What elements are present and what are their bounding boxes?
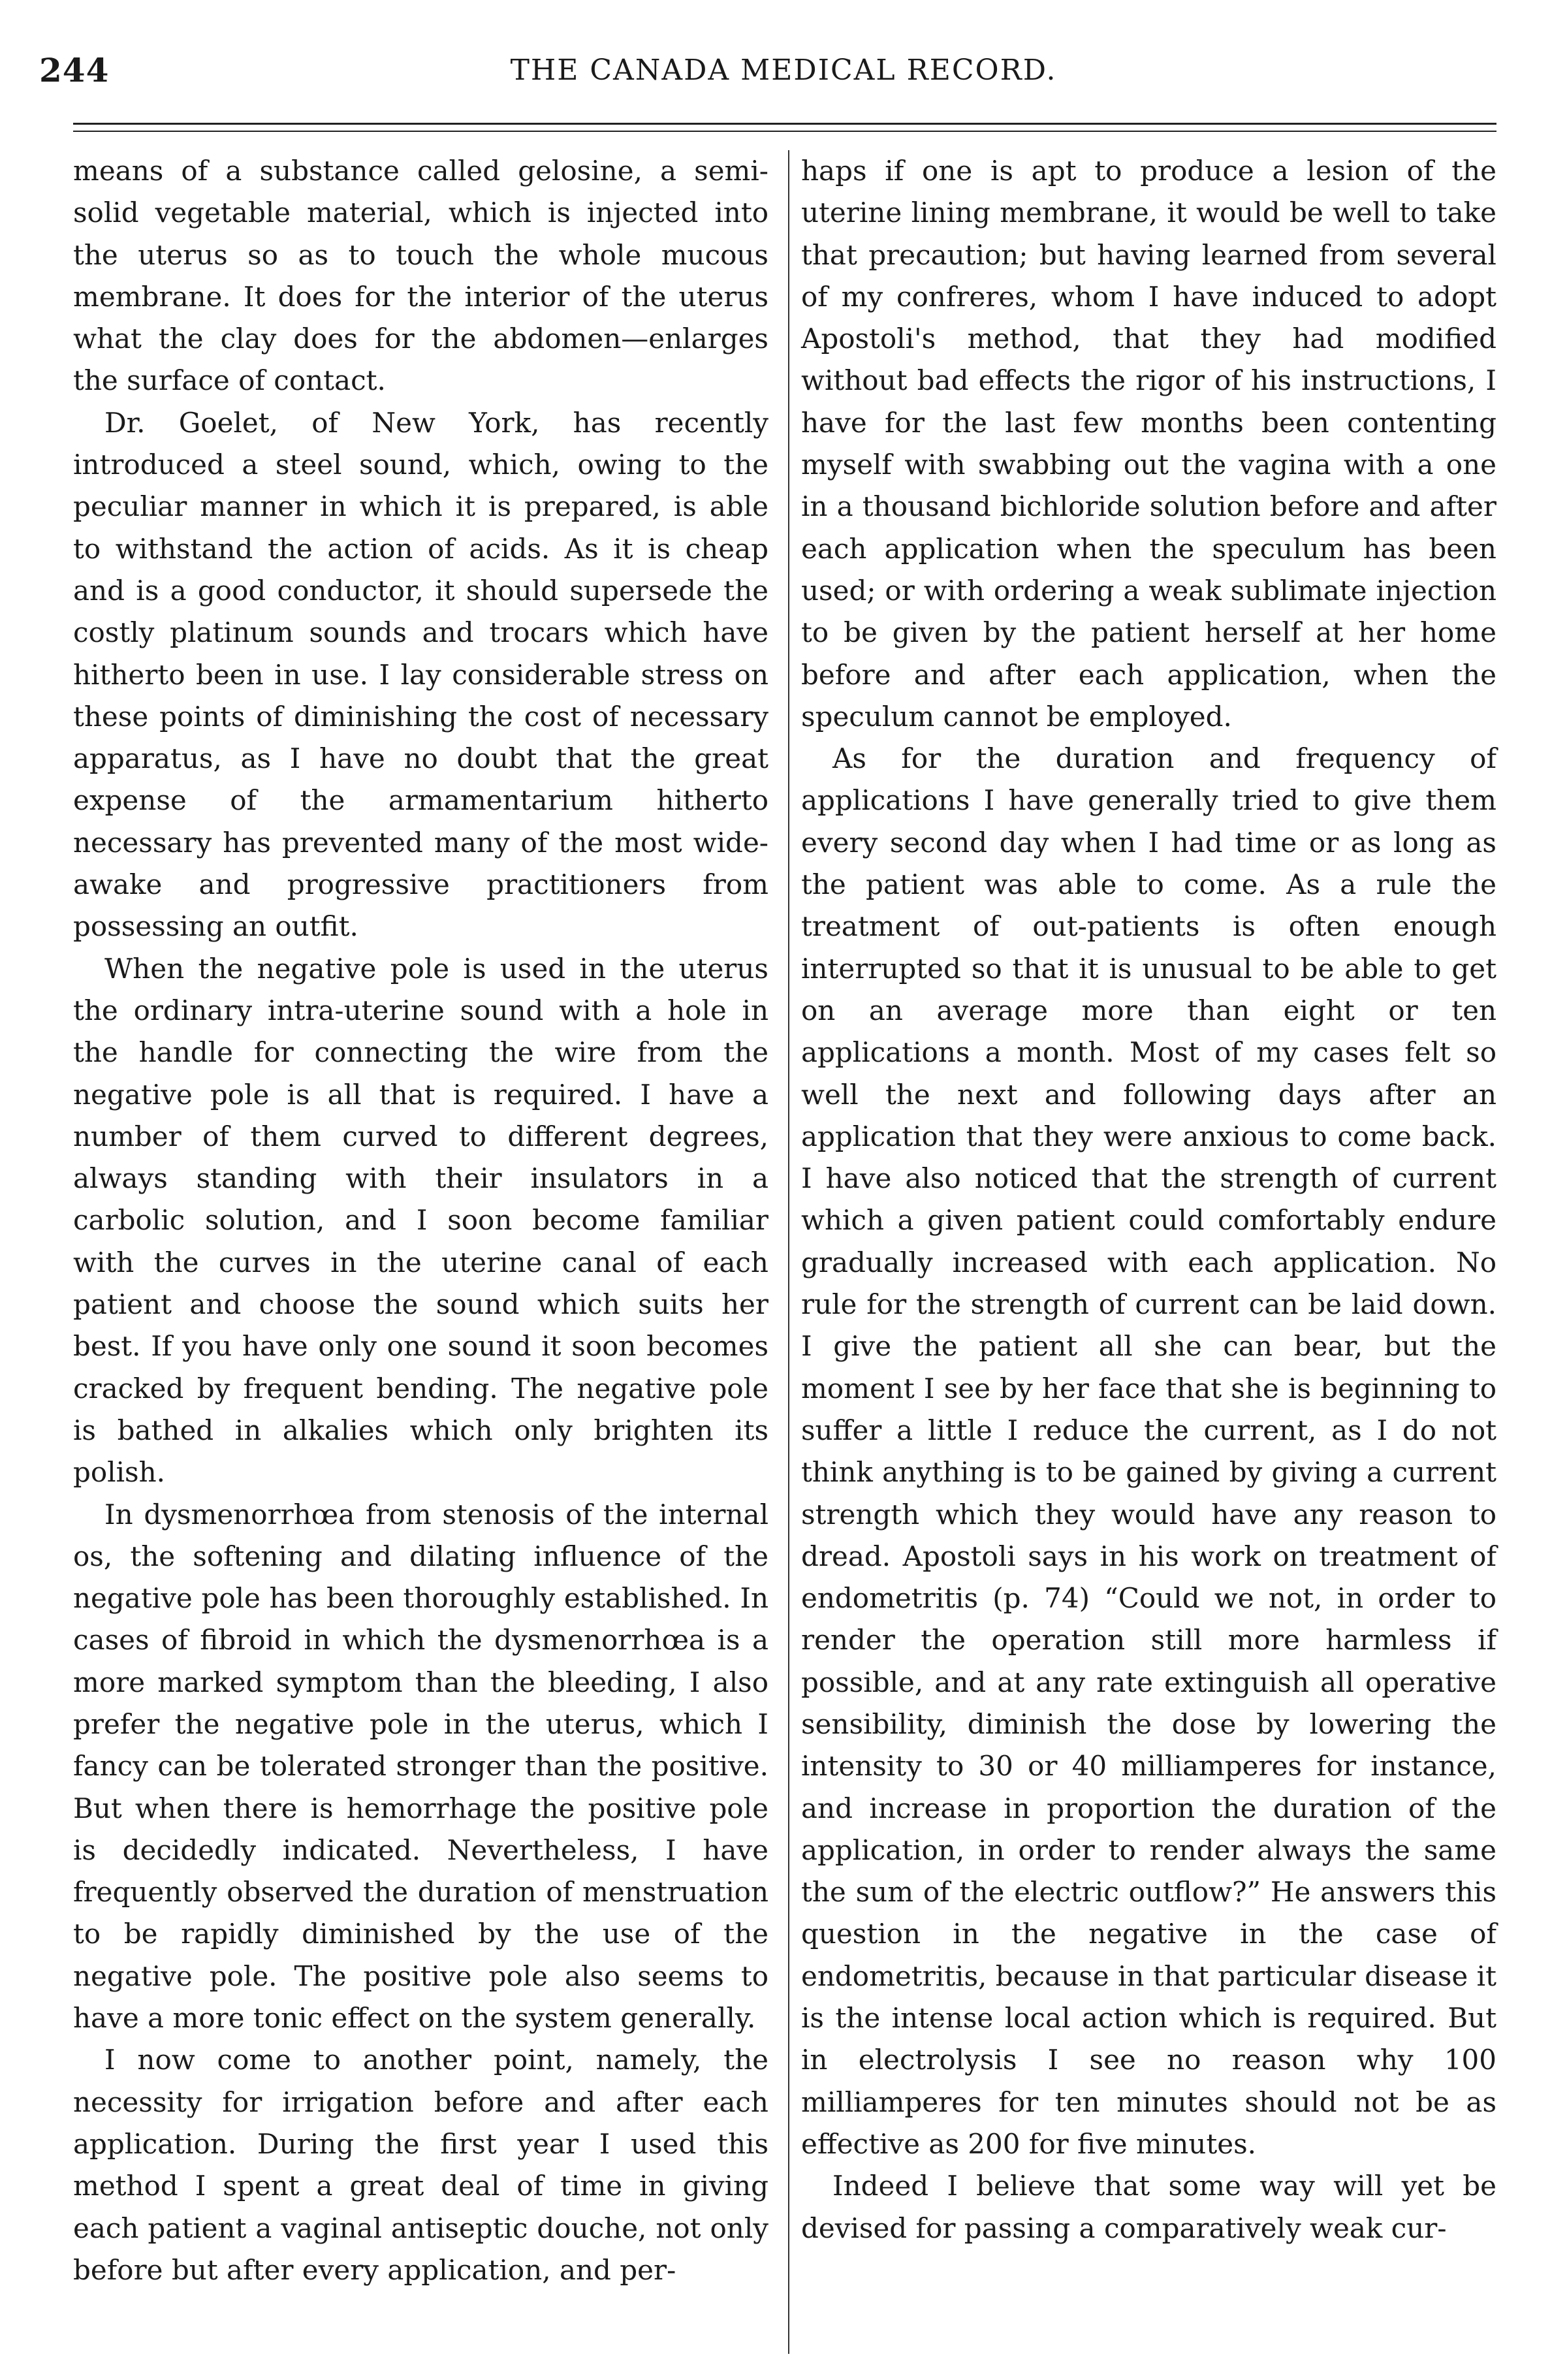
- paragraph: As for the duration and frequency of applications I have generally tried to give them every second day when I had time or as long as the patient was able to come. As a rule the treatment of out-patients is often enough interrupted so that it is unusual to be able to get on an average more than eight or ten applications a month. Most of my cases felt so well the next and following days after an application that they were anxious to come back. I have also noticed that the strength of current which a given patient could comfortably endure gradually increased with each application. No rule for the strength of current can be laid down. I give the patient all she can bear, but the moment I see by her face that she is beginning to suffer a little I reduce the current, as I do not think anything is to be gained by giving a current strength which they would have any reason to dread. Apostoli says in his work on treatment of endometritis (p. 74) “Could we not, in order to render the operation still more harmless if possible, and at any rate extinguish all operative sensibility, diminish the dose by lowering the intensity to 30 or 40 milliamperes for instance, and increase in proportion the duration of the application, in order to render always the same the sum of the electric outflow?” He answers this question in the negative in the case of endometritis, because in that particular disease it is the intense local action which is required. But in electrolysis I see no reason why 100 milliamperes for ten minutes should not be as effective as 200 for five minutes.: [801, 742, 1496, 2160]
- article-body: [73, 150, 1496, 2354]
- paragraph: I now come to another point, namely, the necessity for irrigation before and after each application. During the first year I used this method I spent a great deal of time in giving each patient a vaginal antiseptic douche, not only before but after every application, and per-: [73, 2044, 768, 2286]
- left-column: [73, 150, 768, 2291]
- page-header: [39, 51, 1528, 103]
- header-rule-thin: [73, 131, 1496, 132]
- page-number: 244: [39, 51, 110, 89]
- paragraph: Indeed I believe that some way will yet be devised for passing a comparatively weak cur-: [801, 2170, 1496, 2244]
- right-column: [801, 150, 1496, 2249]
- running-head: THE CANADA MEDICAL RECORD.: [510, 54, 1057, 87]
- header-rule: [73, 123, 1496, 125]
- paragraph: haps if one is apt to produce a lesion of the uterine lining membrane, it would be well to take that precaution; but having learned from several of my confreres, whom I have induced to adopt Apostoli's method, that they had modified without bad effects the rigor of his instructions, I have for the last few months been contenting myself with swabbing out the vagina with a one in a thousand bichloride solution before and after each application when the speculum has been used; or with ordering a weak sublimate injection to be given by the patient herself at her home before and after each application, when the speculum cannot be employed.: [801, 155, 1496, 733]
- paragraph: When the negative pole is used in the uterus the ordinary intra-uterine sound with a hole in the handle for connecting the wire from the negative pole is all that is required. I have a number of them curved to different degrees, always standing with their insulators in a carbolic solution, and I soon become familiar with the curves in the uterine canal of each patient and choose the sound which suits her best. If you have only one sound it soon becomes cracked by frequent bending. The negative pole is bathed in alkalies which only brighten its polish.: [73, 952, 768, 1489]
- paragraph: In dysmenorrhœa from stenosis of the internal os, the softening and dilating influence of the negative pole has been thoroughly established. In cases of fibroid in which the dysmenorrhœa is a more marked symptom than the bleeding, I also prefer the negative pole in the uterus, which I fancy can be tolerated stronger than the positive. But when there is hemorrhage the positive pole is decidedly indicated. Nevertheless, I have frequently observed the duration of menstruation to be rapidly diminished by the use of the negative pole. The positive pole also seems to have a more tonic effect on the system generally.: [73, 1498, 768, 2035]
- paragraph: Dr. Goelet, of New York, has recently introduced a steel sound, which, owing to the peculiar manner in which it is prepared, is able to withstand the action of acids. As it is cheap and is a good conductor, it should supersede the costly platinum sounds and trocars which have hitherto been in use. I lay considerable stress on these points of diminishing the cost of necessary apparatus, as I have no doubt that the great expense of the armamentarium hitherto necessary has prevented many of the most wide-awake and progressive practitioners from possessing an outfit.: [73, 406, 768, 943]
- column-divider: [788, 150, 789, 2354]
- paragraph: means of a substance called gelosine, a semi-solid vegetable material, which is injected into the uterus so as to touch the whole mucous membrane. It does for the interior of the uterus what the clay does for the abdomen—enlarges the surface of contact.: [73, 155, 768, 397]
